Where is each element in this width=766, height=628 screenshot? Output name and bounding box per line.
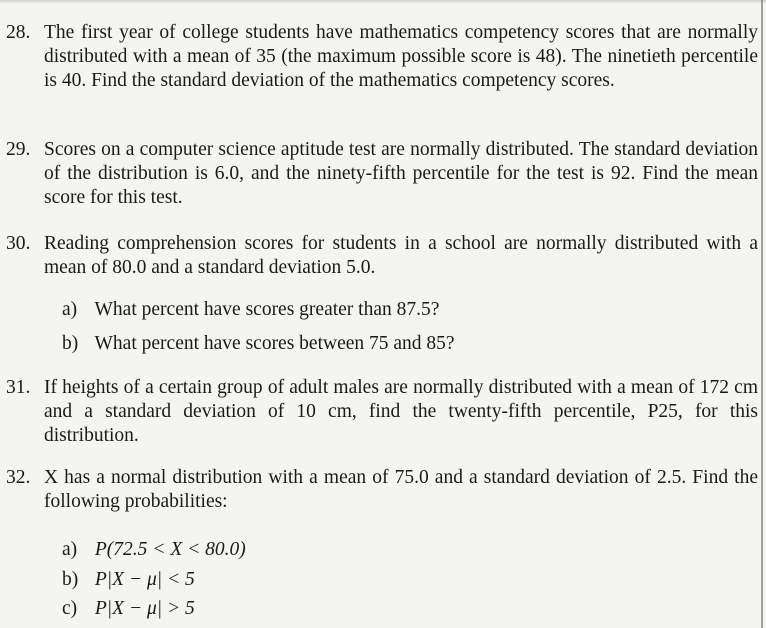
part-text: What percent have scores between 75 and 85? <box>94 333 455 354</box>
part-text: P|X − μ| < 5 <box>94 569 195 590</box>
problem-30-part-b <box>62 332 455 356</box>
problem-29 <box>6 138 758 210</box>
problem-number: 32. <box>6 467 31 488</box>
problem-31 <box>6 376 758 448</box>
problem-30 <box>6 232 758 280</box>
part-text: P|X − μ| > 5 <box>94 598 195 619</box>
problem-32-part-a <box>62 538 246 562</box>
part-text: What percent have scores greater than 87.5? <box>94 299 440 320</box>
problem-text: If heights of a certain group of adult males are normally distributed with a mean of 172 cm and a standard deviation of 10 cm, find the twenty-fifth percentile, P25, for this distribution. <box>44 377 758 446</box>
problem-number: 31. <box>6 377 31 398</box>
problem-text: Scores on a computer science aptitude test are normally distributed. The standard deviation of the distribution is 6.0, and the ninety-fifth percentile for the test is 92. Find the mean score for this test. <box>44 139 758 208</box>
problem-32-part-b <box>62 568 195 592</box>
part-label: a) <box>62 539 78 560</box>
part-label: c) <box>62 598 78 619</box>
page-top-edge <box>0 0 766 4</box>
problem-number: 28. <box>6 22 31 43</box>
problem-text: X has a normal distribution with a mean of 75.0 and a standard deviation of 2.5. Find the following probabilities: <box>44 467 758 512</box>
problem-30-part-a <box>62 298 439 322</box>
part-label: b) <box>62 333 79 354</box>
problem-text: The first year of college students have mathematics competency scores that are normally distributed with a mean of 35 (the maximum possible score is 48). The ninetieth percentile is 40. Find the standard deviation of the mathematics competency scores. <box>44 22 758 91</box>
problem-number: 30. <box>6 233 31 254</box>
problem-28 <box>6 21 758 93</box>
part-text: P(72.5 < X < 80.0) <box>94 539 246 560</box>
problem-32 <box>6 466 758 514</box>
problem-32-part-c <box>62 597 195 621</box>
part-label: b) <box>62 569 79 590</box>
page-edge-shadow <box>761 0 763 628</box>
problem-number: 29. <box>6 139 31 160</box>
problem-text: Reading comprehension scores for students in a school are normally distributed with a mean of 80.0 and a standard deviation 5.0. <box>44 233 758 278</box>
part-label: a) <box>62 299 78 320</box>
